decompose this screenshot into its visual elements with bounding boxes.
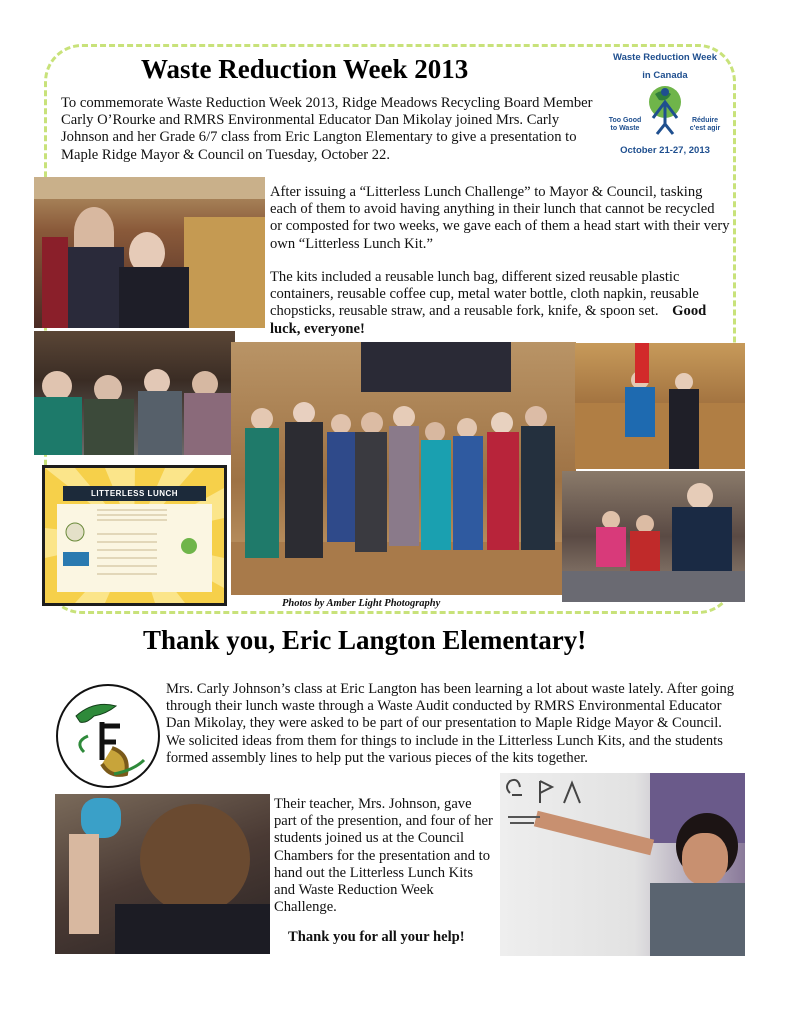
globe-figure-icon <box>607 82 723 140</box>
photo-council-chambers <box>34 177 265 328</box>
thanks-text: Thank you for all your help! <box>288 929 465 945</box>
poster-content-icon <box>57 504 212 592</box>
photo-credit: Photos by Amber Light Photography <box>282 598 441 609</box>
badge-line2: in Canada <box>642 70 688 81</box>
teacher-paragraph: Their teacher, Mrs. Johnson, gave part of the presention, and four of her students joined us at the Council Chambers for the presentation and to hand out the Litterless Lunch Kits and Waste Reduction Week Challenge. <box>274 796 493 916</box>
badge-dates: October 21-27, 2013 <box>620 145 710 156</box>
photo-whiteboard <box>500 773 745 956</box>
school-crest-lizard-icon <box>54 682 162 790</box>
badge-left-tag: Too Good to Waste <box>608 117 642 132</box>
poster-title: LITTERLESS LUNCH <box>63 486 206 501</box>
page-title: Waste Reduction Week 2013 <box>141 54 469 84</box>
photo-group <box>231 342 576 595</box>
poster-sheet <box>57 504 212 592</box>
school-crest <box>54 682 162 790</box>
section-title-thank-you: Thank you, Eric Langton Elementary! <box>143 625 587 655</box>
litterless-lunch-poster <box>42 465 227 606</box>
badge-line1: Waste Reduction Week <box>613 52 717 63</box>
class-paragraph: Mrs. Carly Johnson’s class at Eric Langton has been learning a lot about waste lately. After going through their lunch waste through a Waste Audit conducted by RMRS Environmental Educator Dan Mikolay, they were asked to be part of our presentation to Maple Ridge Mayor & Council. We solicited ideas from them for things to include in the Litterless Lunch Kits, and the students formed assembly lines to help put the various pieces of the kits together. <box>166 681 735 766</box>
photo-student-back <box>55 794 270 954</box>
whiteboard-writing-icon <box>500 773 745 956</box>
waste-reduction-week-badge <box>607 52 723 170</box>
kit-contents-paragraph <box>270 269 730 338</box>
badge-right-tag: Réduire c'est agir <box>689 117 721 132</box>
good-luck-text: Good luck, everyone! <box>270 303 707 337</box>
photo-students-watching <box>562 471 745 602</box>
intro-paragraph: To commemorate Waste Reduction Week 2013, Ridge Meadows Recycling Board Member Carly O’Rourke and RMRS Environmental Educator Dan Mikolay joined Mrs. Carly Johnson and her Grade 6/7 class from Eric Langton Elementary to give a presentation to Maple Ridge Mayor & Council on Tuesday, October 22. <box>61 95 593 163</box>
photo-audience <box>34 331 235 455</box>
challenge-paragraph: After issuing a “Litterless Lunch Challenge” to Mayor & Council, tasking each of them to avoid having anything in their lunch that cannot be recycled or composted for two weeks, we gave each of them a head start with their very own “Litterless Lunch Kit.” <box>270 184 730 252</box>
kit-contents-text: The kits included a reusable lunch bag, different sized reusable plastic containers, reusable coffee cup, metal water bottle, cloth napkin, reusable chopsticks, reusable straw, and a reusable fork, knife, & spoon set. <box>270 269 699 320</box>
photo-council-desk <box>575 343 745 469</box>
